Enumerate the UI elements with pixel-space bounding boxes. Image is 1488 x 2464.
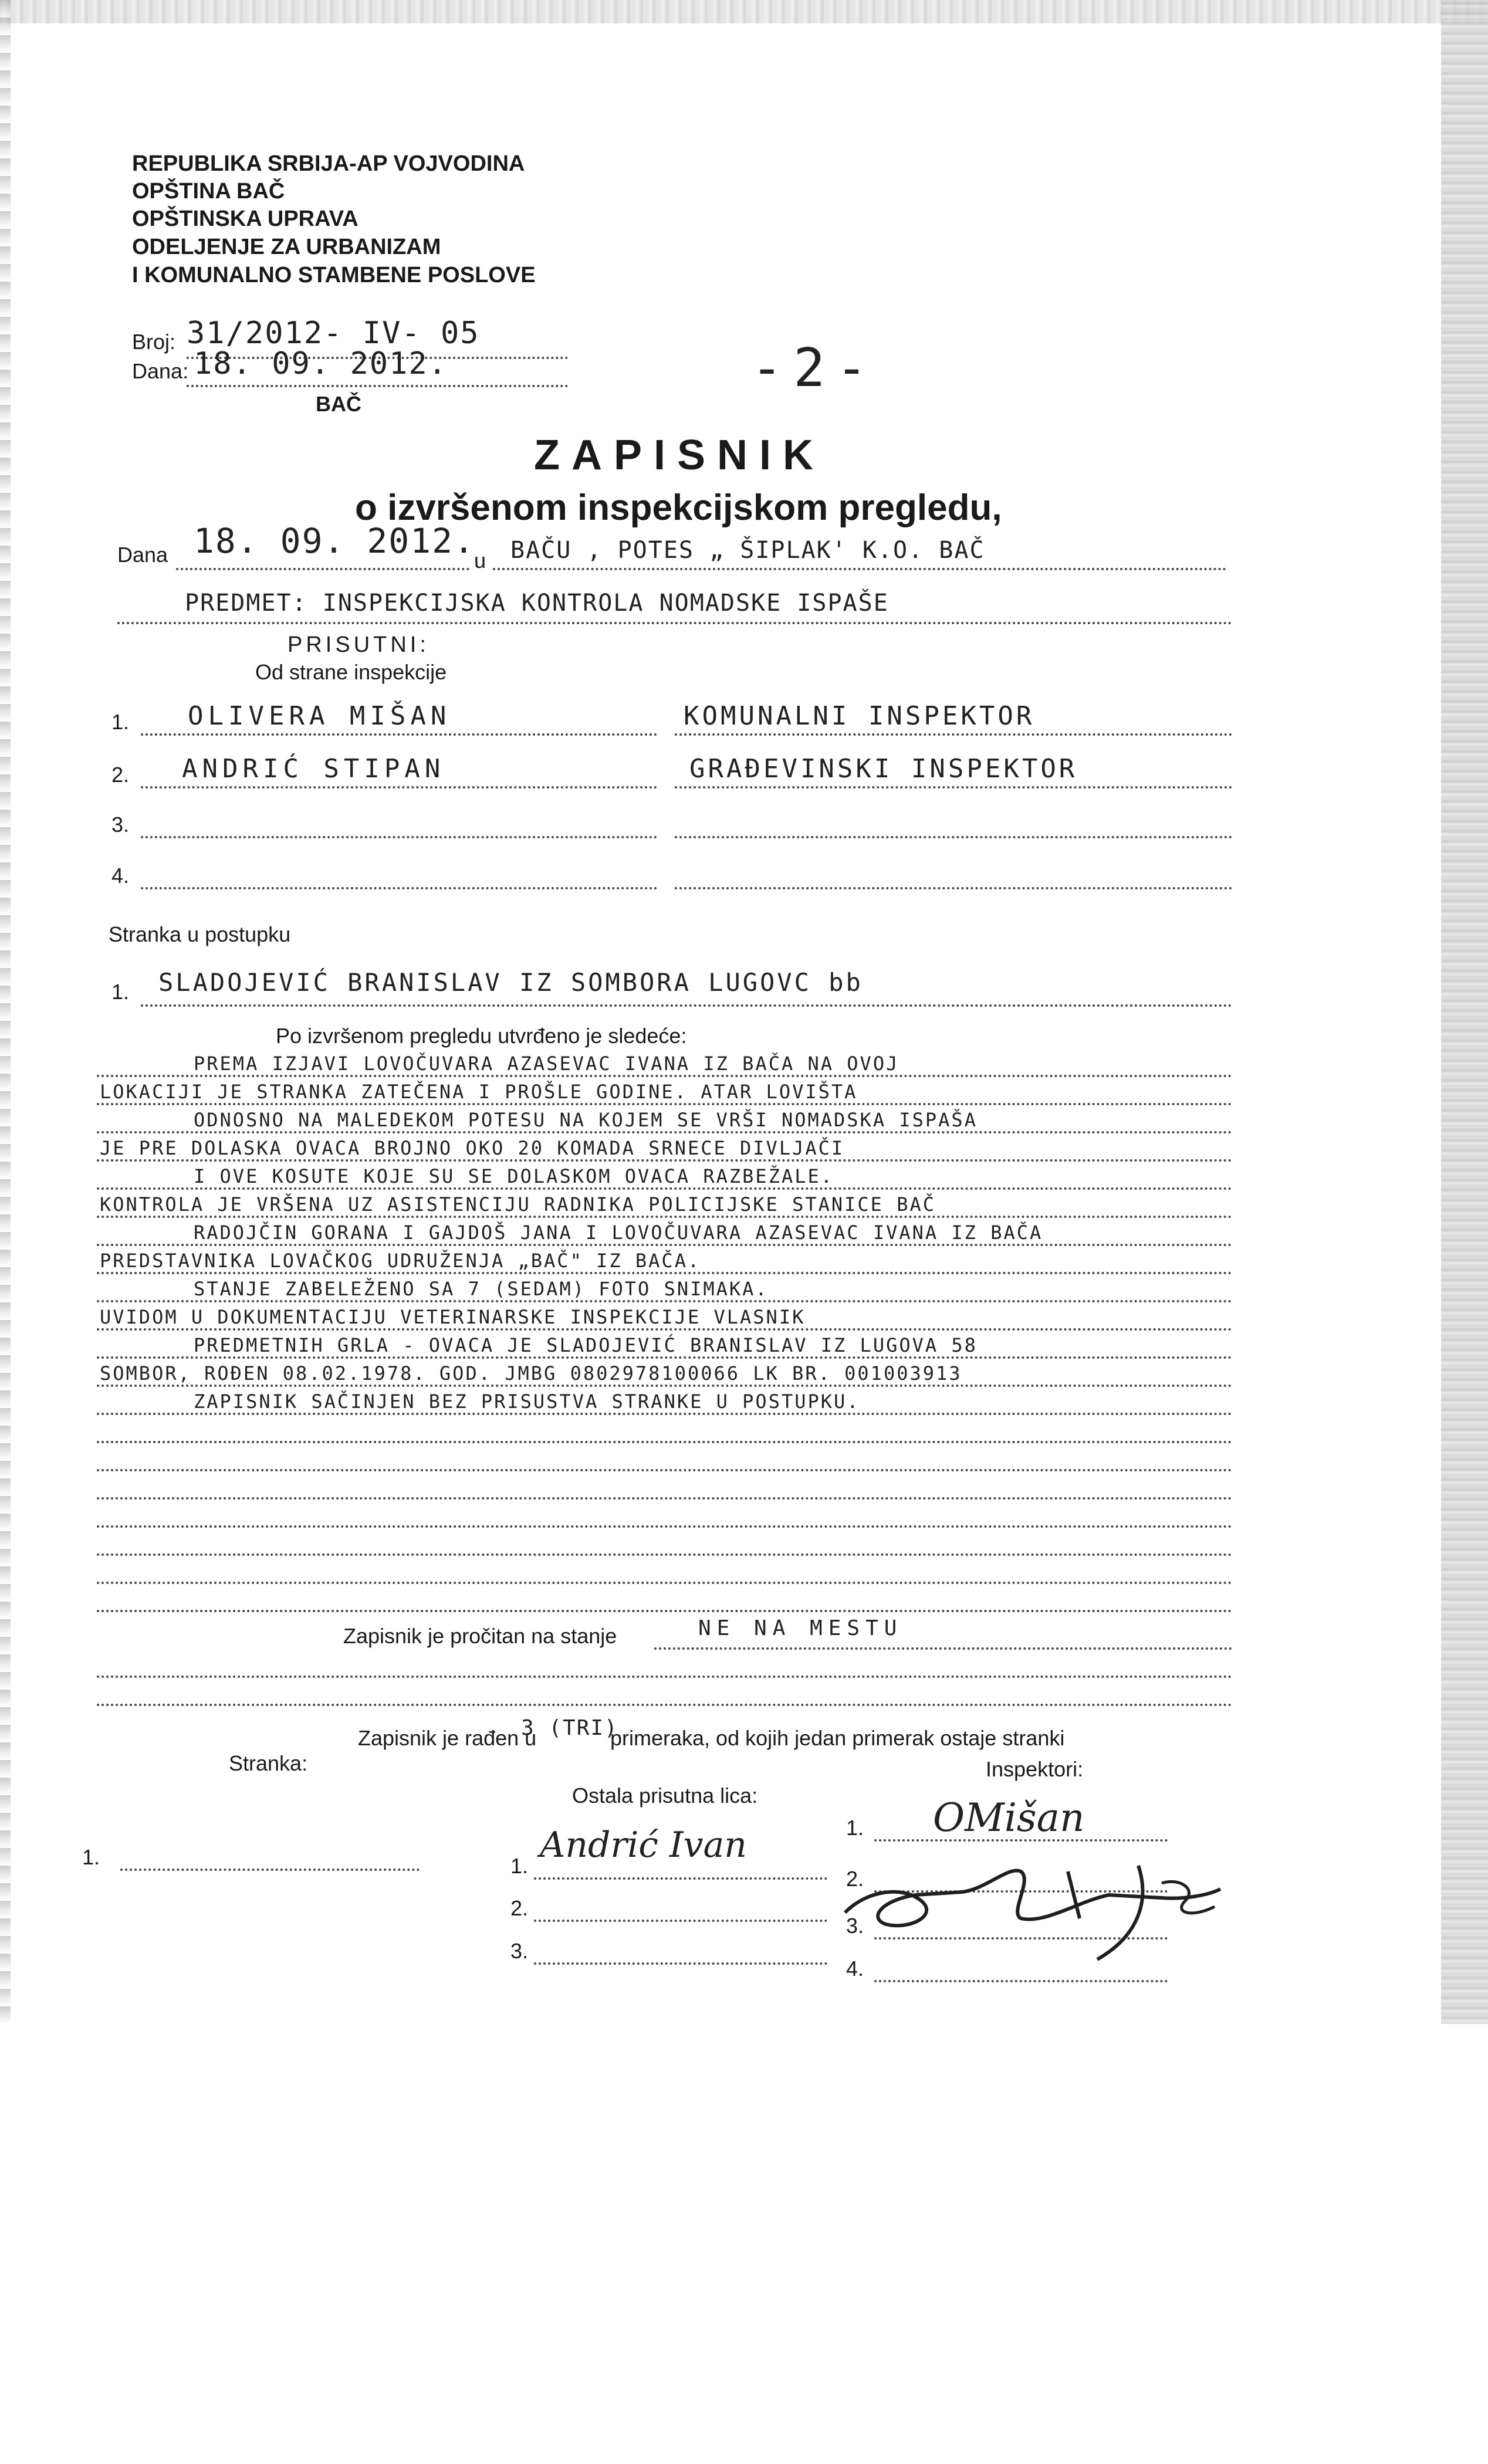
present-number-4: 4. bbox=[111, 864, 130, 888]
dana-header-dots bbox=[187, 385, 568, 387]
findings-label: Po izvršenom pregledu utvrđeno je sledeće: bbox=[276, 1024, 687, 1048]
findings-dotted-line bbox=[97, 1356, 1232, 1359]
inspection-subject: PREDMET: INSPEKCIJSKA KONTROLA NOMADSKE ISPAŠE bbox=[185, 590, 889, 617]
other-sig-dots-1 bbox=[534, 1877, 827, 1880]
findings-line: KONTROLA JE VRŠENA UZ ASISTENCIJU RADNIKA POLICIJSKE STANICE BAČ bbox=[100, 1193, 936, 1216]
findings-line: ZAPISNIK SAČINJEN BEZ PRISUSTVA STRANKE U POSTUPKU. bbox=[194, 1390, 860, 1413]
subject-dots bbox=[117, 622, 1232, 624]
inspector-number-2: 2. bbox=[846, 1867, 864, 1891]
findings-dotted-line bbox=[97, 1300, 1232, 1302]
title-main: ZAPISNIK bbox=[534, 432, 826, 479]
inspector-1-name: OLIVERA MIŠAN bbox=[188, 701, 451, 731]
findings-dotted-line bbox=[97, 1075, 1232, 1077]
broj-value: 31/2012- IV- 05 bbox=[187, 316, 480, 351]
scan-edge-top bbox=[0, 0, 1488, 23]
findings-dotted-line bbox=[97, 1441, 1232, 1443]
header-line-1: REPUBLIKA SRBIJA-AP VOJVODINA bbox=[132, 151, 525, 176]
present-row-4-dots-b bbox=[675, 887, 1232, 889]
findings-dotted-line bbox=[97, 1553, 1232, 1556]
findings-dotted-line bbox=[97, 1159, 1232, 1162]
copies-value: 3 (TRI) bbox=[521, 1716, 618, 1740]
read-label: Zapisnik je pročitan na stanje bbox=[343, 1624, 617, 1648]
inspection-date-dots bbox=[176, 568, 469, 570]
findings-line: UVIDOM U DOKUMENTACIJU VETERINARSKE INSPEKCIJE VLASNIK bbox=[100, 1306, 806, 1328]
present-row-3-dots-b bbox=[675, 836, 1232, 838]
present-row-1-dots-b bbox=[675, 733, 1232, 736]
inspector-signature-1: OMišan bbox=[933, 1795, 1085, 1840]
page-marker: -2- bbox=[751, 337, 878, 399]
title-sub: o izvršenom inspekcijskom pregledu, bbox=[355, 488, 1002, 528]
findings-line: PREDSTAVNIKA LOVAČKOG UDRUŽENJA „BAČ" IZ BAČA. bbox=[100, 1250, 701, 1272]
stranka-number-1: 1. bbox=[82, 1845, 100, 1869]
findings-dotted-line bbox=[97, 1272, 1232, 1274]
party-dots bbox=[141, 1004, 1232, 1007]
inspector-1-role: KOMUNALNI INSPEKTOR bbox=[684, 701, 1035, 731]
findings-dotted-line bbox=[97, 1328, 1232, 1331]
findings-dotted-line bbox=[97, 1216, 1232, 1218]
present-row-4-dots-a bbox=[141, 887, 657, 889]
present-number-1: 1. bbox=[111, 710, 130, 734]
inspector-signature-2 bbox=[833, 1830, 1232, 1965]
header-line-2: OPŠTINA BAČ bbox=[132, 179, 285, 204]
other-signature-1: Andrić Ivan bbox=[540, 1825, 747, 1866]
inspectors-label: Inspektori: bbox=[986, 1757, 1084, 1781]
others-label: Ostala prisutna lica: bbox=[572, 1783, 758, 1808]
party-value: SLADOJEVIĆ BRANISLAV IZ SOMBORA LUGOVC bb bbox=[158, 968, 863, 997]
present-row-1-dots-a bbox=[141, 733, 657, 736]
findings-dotted-line bbox=[97, 1187, 1232, 1190]
findings-line: SOMBOR, ROĐEN 08.02.1978. GOD. JMBG 0802978100066 LK BR. 001003913 bbox=[100, 1362, 962, 1385]
header-line-4: ODELJENJE ZA URBANIZAM bbox=[132, 235, 441, 259]
findings-line: JE PRE DOLASKA OVACA BROJNO OKO 20 KOMADA SRNECE DIVLJAČI bbox=[100, 1137, 845, 1159]
findings-dotted-line bbox=[97, 1525, 1232, 1528]
copies-label-after: primeraka, od kojih jedan primerak ostaje stranki bbox=[610, 1726, 1065, 1750]
findings-line: ODNOSNO NA MALEDEKOM POTESU NA KOJEM SE VRŠI NOMADSKA ISPAŠA bbox=[194, 1109, 978, 1131]
other-number-2: 2. bbox=[510, 1896, 529, 1920]
inspection-dana-label: Dana bbox=[117, 543, 168, 567]
copies-label-before: Zapisnik je rađen u bbox=[358, 1726, 537, 1750]
present-inspection-side: Od strane inspekcije bbox=[255, 660, 447, 684]
dana-header-label: Dana: bbox=[132, 359, 189, 383]
findings-dotted-line bbox=[97, 1413, 1232, 1415]
read-extra-dots-1 bbox=[97, 1676, 1232, 1678]
broj-label: Broj: bbox=[132, 330, 176, 354]
present-label: PRISUTNI: bbox=[288, 632, 430, 657]
inspection-location: BAČU , POTES „ ŠIPLAK' K.O. BAČ bbox=[510, 537, 985, 564]
inspector-sig-dots-4 bbox=[874, 1980, 1168, 1982]
findings-dotted-line bbox=[97, 1610, 1232, 1612]
present-row-2-dots-a bbox=[141, 786, 657, 788]
inspector-number-4: 4. bbox=[846, 1957, 864, 1981]
inspection-u-label: u bbox=[474, 549, 486, 573]
party-number: 1. bbox=[111, 980, 130, 1004]
findings-line: LOKACIJI JE STRANKA ZATEČENA I PROŠLE GODINE. ATAR LOVIŠTA bbox=[100, 1081, 858, 1103]
inspector-2-name: ANDRIĆ STIPAN bbox=[182, 754, 445, 784]
findings-dotted-line bbox=[97, 1385, 1232, 1387]
present-row-2-dots-b bbox=[675, 786, 1232, 788]
scan-edge-right bbox=[1441, 0, 1488, 2024]
findings-line: RADOJČIN GORANA I GAJDOŠ JANA I LOVOČUVARA AZASEVAC IVANA IZ BAČA bbox=[194, 1221, 1043, 1244]
findings-line: PREDMETNIH GRLA - OVACA JE SLADOJEVIĆ BRANISLAV IZ LUGOVA 58 bbox=[194, 1334, 978, 1356]
party-label: Stranka u postupku bbox=[109, 922, 291, 946]
read-dots bbox=[654, 1647, 1232, 1650]
inspector-2-role: GRAĐEVINSKI INSPEKTOR bbox=[689, 754, 1078, 784]
findings-dotted-line bbox=[97, 1582, 1232, 1584]
findings-dotted-line bbox=[97, 1131, 1232, 1133]
findings-dotted-line bbox=[97, 1244, 1232, 1246]
present-number-3: 3. bbox=[111, 813, 130, 837]
header-line-3: OPŠTINSKA UPRAVA bbox=[132, 207, 359, 231]
other-number-3: 3. bbox=[510, 1939, 529, 1963]
inspection-location-dots bbox=[493, 568, 1226, 570]
header-line-5: I KOMUNALNO STAMBENE POSLOVE bbox=[132, 263, 536, 287]
header-place: BAČ bbox=[316, 392, 361, 416]
stranka-sig-dots bbox=[120, 1869, 420, 1871]
other-sig-dots-2 bbox=[534, 1920, 827, 1922]
findings-line: PREMA IZJAVI LOVOČUVARA AZASEVAC IVANA IZ BAČA NA OVOJ bbox=[194, 1052, 899, 1075]
dana-header-value: 18. 09. 2012. bbox=[194, 346, 448, 381]
scan-edge-left bbox=[0, 0, 11, 2024]
findings-line: STANJE ZABELEŽENO SA 7 (SEDAM) FOTO SNIMAKA. bbox=[194, 1278, 769, 1300]
findings-line: I OVE KOSUTE KOJE SU SE DOLASKOM OVACA RAZBEŽALE. bbox=[194, 1165, 834, 1187]
findings-dotted-line bbox=[97, 1469, 1232, 1471]
inspector-number-1: 1. bbox=[846, 1816, 864, 1840]
findings-dotted-line bbox=[97, 1497, 1232, 1500]
other-number-1: 1. bbox=[510, 1854, 529, 1878]
stranka-label: Stranka: bbox=[229, 1751, 308, 1775]
findings-dotted-line bbox=[97, 1103, 1232, 1105]
present-number-2: 2. bbox=[111, 763, 130, 787]
other-sig-dots-3 bbox=[534, 1962, 827, 1965]
inspection-date: 18. 09. 2012. bbox=[194, 521, 475, 561]
read-extra-dots-2 bbox=[97, 1704, 1232, 1706]
present-row-3-dots-a bbox=[141, 836, 657, 838]
inspector-number-3: 3. bbox=[846, 1914, 864, 1938]
read-value: NE NA MESTU bbox=[698, 1616, 903, 1640]
